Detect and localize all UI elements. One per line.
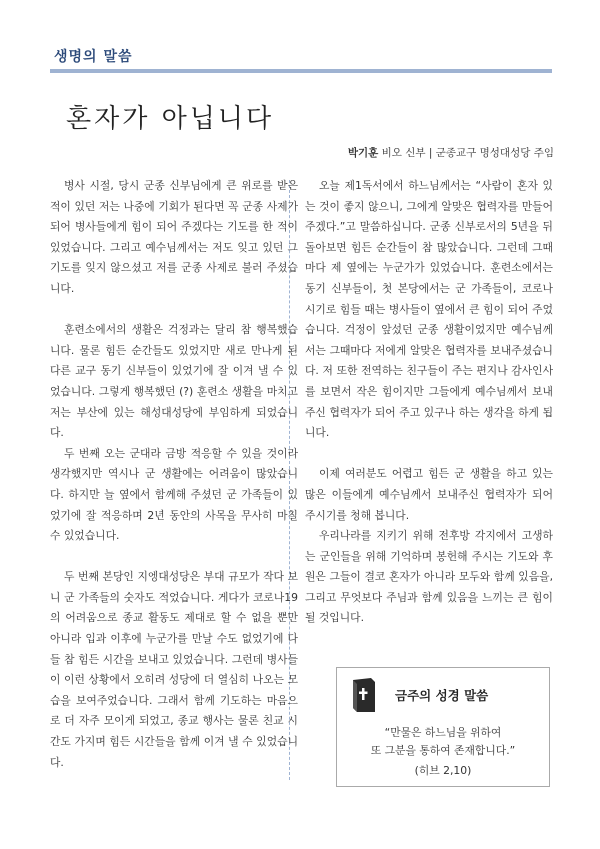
left-column — [50, 176, 298, 773]
verse-reference: (히브 2,10) — [414, 764, 472, 777]
paragraph: 병사 시절, 당시 군종 신부님에게 큰 위로를 받은 적이 있던 저는 나중에 기회가 된다면 꼭 군종 사제가 되어 병사들에게 힘이 되어 주겠다는 기도를 한 적이 있었습니다. 그리고 예수님께서는 저도 잊고 있던 그 기도를 잊지 않으셨고 저를 군종 사제로 불러 주셨습니다. — [50, 179, 298, 295]
paragraph: 두 번째 본당인 지엥대성당은 부대 규모가 작다 보니 군 가족들의 숫자도 적었습니다. 게다가 코로나19의 어려움으로 종교 활동도 제대로 할 수 없을 뿐만 아니라 입과 이후에 누군가를 만날 수도 없었기에 다들 참 힘든 시간을 보내고 있었습니다. 그런데 병사들이 이런 상황에서 오히려 성당에 더 열심히 나오는 모습을 보여주었습니다. 그래서 함께 기도하는 마음으로 더 자주 모이게 되었고, 종교 행사는 물론 친교 시간도 가지며 힘든 시간들을 함께 이겨 낼 수 있었습니다. — [50, 570, 298, 769]
author-line — [348, 145, 554, 160]
paragraph: 훈련소에서의 생활은 걱정과는 달리 참 행복했습니다. 물론 힘든 순간들도 있었지만 새로 만나게 된 다른 교구 동기 신부들이 있었기에 잘 이겨 낼 수 있었습니다. 그렇게 행복했던 (?) 훈련소 생활을 마치고 저는 부산에 있는 해성대성당에 부임하게 되었습니다. — [50, 323, 298, 440]
paragraph: 이제 여러분도 어렵고 힘든 군 생활을 하고 있는 많은 이들에게 예수님께서 보내주신 협력자가 되어 주시기를 청해 봅니다. — [305, 467, 553, 522]
verse-box — [336, 667, 550, 787]
section-label: 생명의 말씀 — [54, 49, 133, 65]
bible-icon — [349, 676, 379, 714]
author-name: 박기훈 — [347, 147, 379, 159]
paragraph: 오늘 제1독서에서 하느님께서는 “사람이 혼자 있는 것이 좋지 않으니, 그에게 알맞은 협력자를 만들어 주겠다.”고 말씀하십니다. 군종 신부로서의 5년을 뒤돌아보면 힘든 순간들이 참 많았습니다. 그런데 그때마다 제 옆에는 누군가가 있었습니다. 훈련소에서는 동기 신부들이, 첫 본당에서는 군 가족들이, 코로나 시기로 힘들 때는 병사들이 옆에서 큰 힘이 되어 주었습니다. 걱정이 앞섰던 군종 생활이었지만 예수님께서는 그때마다 저에게 알맞은 협력자를 보내주셨습니다. 저 또한 전역하는 친구들이 주는 편지나 감사인사를 보면서 작은 힘이지만 그들에게 예수님께서 보내주신 협력자가 되어 주고 있구나 하는 생각을 하게 됩니다. — [305, 179, 553, 440]
verse-line: “만물은 하느님을 위하여 — [384, 726, 502, 739]
header-rule — [50, 69, 552, 73]
verse-line: 또 그분을 통하여 존재합니다.” — [370, 744, 516, 757]
right-column — [305, 176, 553, 629]
paragraph: 두 번째 오는 군대라 금방 적응할 수 있을 것이라 생각했지만 역시나 군 생활에는 어려움이 많았습니다. 하지만 늘 옆에서 함께해 주셨던 군 가족들이 있었기에 잘 적응하며 2년 동안의 사목을 무사히 마칠 수 있었습니다. — [50, 446, 298, 543]
author-role: 비오 신부 | 군종교구 명성대성당 주임 — [378, 147, 554, 159]
paragraph: 우리나라를 지키기 위해 전후방 각지에서 고생하는 군인들을 위해 기억하며 봉헌해 주시는 기도와 후원은 그들이 결코 혼자가 아니라 모두와 함께 있음을, 그리고 무엇보다 주님과 함께 있음을 느끼는 큰 힘이 될 것입니다. — [305, 529, 553, 625]
verse-box-title: 금주의 성경 말씀 — [395, 688, 489, 703]
article-title: 혼자가 아닙니다 — [66, 104, 275, 134]
